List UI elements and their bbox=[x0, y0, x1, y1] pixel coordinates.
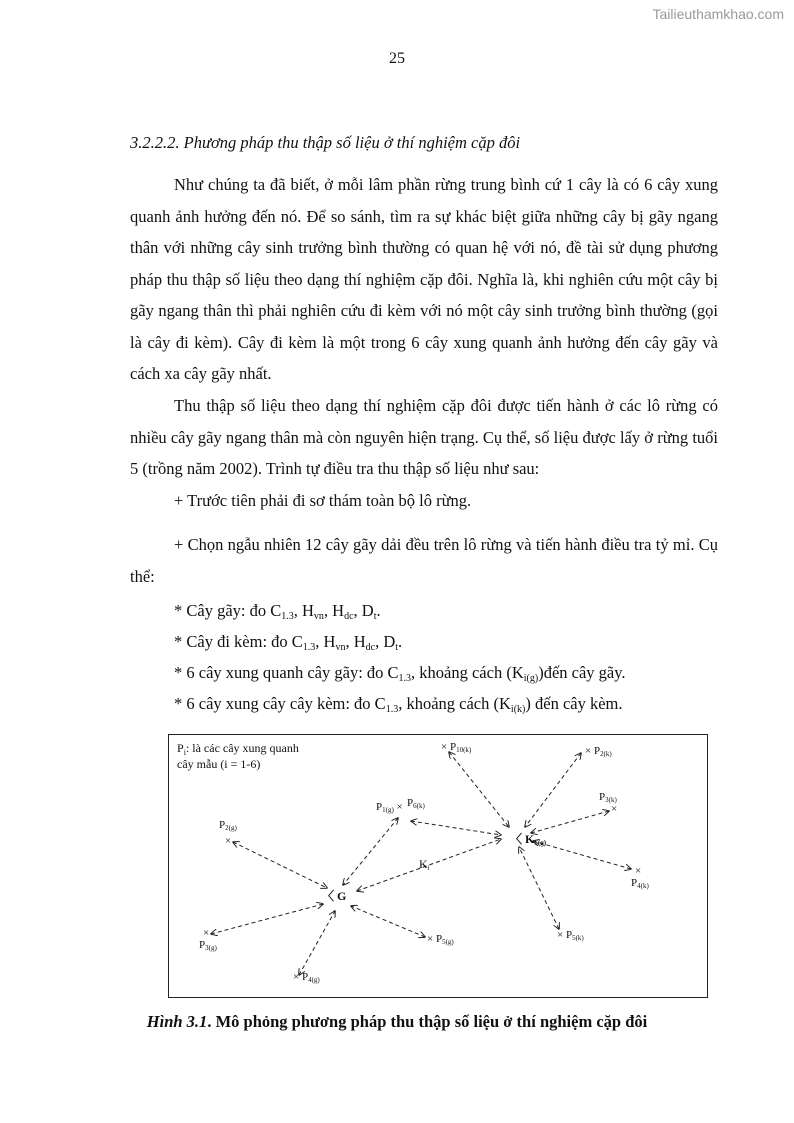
arrow-k-p6k bbox=[411, 821, 501, 835]
arrow-k-p5k bbox=[519, 847, 559, 929]
node-p5k: × $P_{5(k)}$ bbox=[557, 929, 584, 942]
node-p2k: × $P_{2(k)}$ bbox=[585, 745, 612, 758]
node-p4k: $P_{4(k)}$ bbox=[631, 877, 649, 890]
paragraph-2: Thu thập số liệu theo dạng thí nghiệm cặp đôi được tiến hành ở các lô rừng có nhiều cây gãy ngang thân mà còn nguyên hiện trạng. Cụ thể, số liệu được lấy ở rừng tuổi 5 (trồng năm 2002). Trình tự điều tra thu thập số liệu như sau: bbox=[130, 396, 718, 478]
section-heading: 3.2.2.2. Phương pháp thu thập số liệu ở thí nghiệm cặp đôi bbox=[130, 133, 521, 152]
arrow-k-p4k bbox=[533, 841, 631, 869]
arrow-g-p1g bbox=[343, 818, 398, 885]
node-p3k-marker: × bbox=[611, 803, 618, 815]
node-p4g: × $P_{4(g)}$ bbox=[293, 971, 320, 984]
node-p6k: $P_{6(k)}$ bbox=[407, 797, 425, 810]
distance-ki-label: $K_i$ bbox=[419, 857, 430, 872]
paragraph-3: + Trước tiên phải đi sơ thám toàn bộ lô rừng. bbox=[174, 491, 472, 510]
measure-item-neighbors-broken: * 6 cây xung quanh cây gãy: đo $C_{1.3}$, khoảng cách $(K_{i(g)})đến$ cây gãy. bbox=[174, 663, 626, 684]
figure-caption-text: . Mô phỏng phương pháp thu thập số liệu ở thí nghiệm cặp đôi bbox=[207, 1012, 648, 1031]
arrow-k-p10k bbox=[449, 752, 509, 827]
arrow-g-p4g bbox=[299, 911, 335, 975]
node-g-label: 〈 G bbox=[322, 889, 347, 903]
arrow-g-p2g bbox=[233, 842, 327, 888]
paragraph-1: Như chúng ta đã biết, ở mỗi lâm phần rừng trung bình cứ 1 cây là có 6 cây xung quanh ảnh hưởng đến nó. Để so sánh, tìm ra sự khác biệt giữa những cây bị gãy ngang thân với những cây sinh trưởng bình thường có quan hệ với nó, đề tài sử dụng phương pháp thu thập số liệu theo dạng thí nghiệm cặp đôi. Nghĩa là, khi nghiên cứu một cây bị gãy ngang thân thì phải nghiên cứu đi kèm với nó một cây sinh trưởng bình thường (gọi là cây đi kèm). Cây đi kèm là một trong 6 cây xung quanh ảnh hưởng đến cây gãy và cách xa cây gãy nhất. bbox=[130, 175, 718, 383]
node-p3g: $P_{3(g)}$ bbox=[199, 939, 217, 952]
node-p1g: $P_{1(g)}$ × bbox=[376, 801, 403, 814]
figure-caption bbox=[0, 1012, 794, 1032]
node-p2g-marker: × bbox=[225, 835, 232, 847]
node-p4k-marker: × bbox=[635, 865, 642, 877]
node-p10k: × $P_{10(k)}$ bbox=[441, 741, 472, 754]
page-number: 25 bbox=[389, 50, 405, 67]
diagram-arrows bbox=[169, 735, 709, 999]
figure-number: Hình 3.1 bbox=[146, 1012, 208, 1031]
arrow-g-p5g bbox=[351, 906, 425, 937]
watermark: Tailieuthamkhao.com bbox=[652, 6, 784, 22]
node-k-label: 〈 $K_{6(g)}$ bbox=[510, 832, 547, 847]
arrow-k-p2k bbox=[525, 753, 581, 827]
paired-experiment-diagram bbox=[168, 734, 708, 998]
node-p2g: $P_{2(g)}$ bbox=[219, 819, 237, 832]
paragraph-4: + Chọn ngẫu nhiên 12 cây gãy dải đều trên lô rừng và tiến hành điều tra tỷ mỉ. Cụ thể: bbox=[130, 535, 718, 586]
measure-item-neighbors-companion: * 6 cây xung cây cây kèm: đo $C_{1.3}$, khoảng cách $(K_{i(k)})$ đến cây kèm. bbox=[174, 694, 623, 715]
node-p3k: $P_{3(k)}$ bbox=[599, 791, 617, 804]
node-p3g-marker: × bbox=[203, 927, 210, 939]
measure-item-companion-tree: * Cây đi kèm: đo $C_{1.3}$, $H_{vn}$, $H_{dc}$, $D_t$. bbox=[174, 632, 403, 653]
diagram-legend: $P_i$: là các cây xung quanh cây mẫu (i = 1-6) bbox=[177, 741, 299, 771]
measure-item-broken-tree: * Cây gãy: đo $C_{1.3}$, $H_{vn}$, $H_{dc}$, $D_t$. bbox=[174, 601, 381, 622]
node-p5g: × $P_{5(g)}$ bbox=[427, 933, 454, 946]
arrow-g-p3g bbox=[211, 904, 323, 934]
